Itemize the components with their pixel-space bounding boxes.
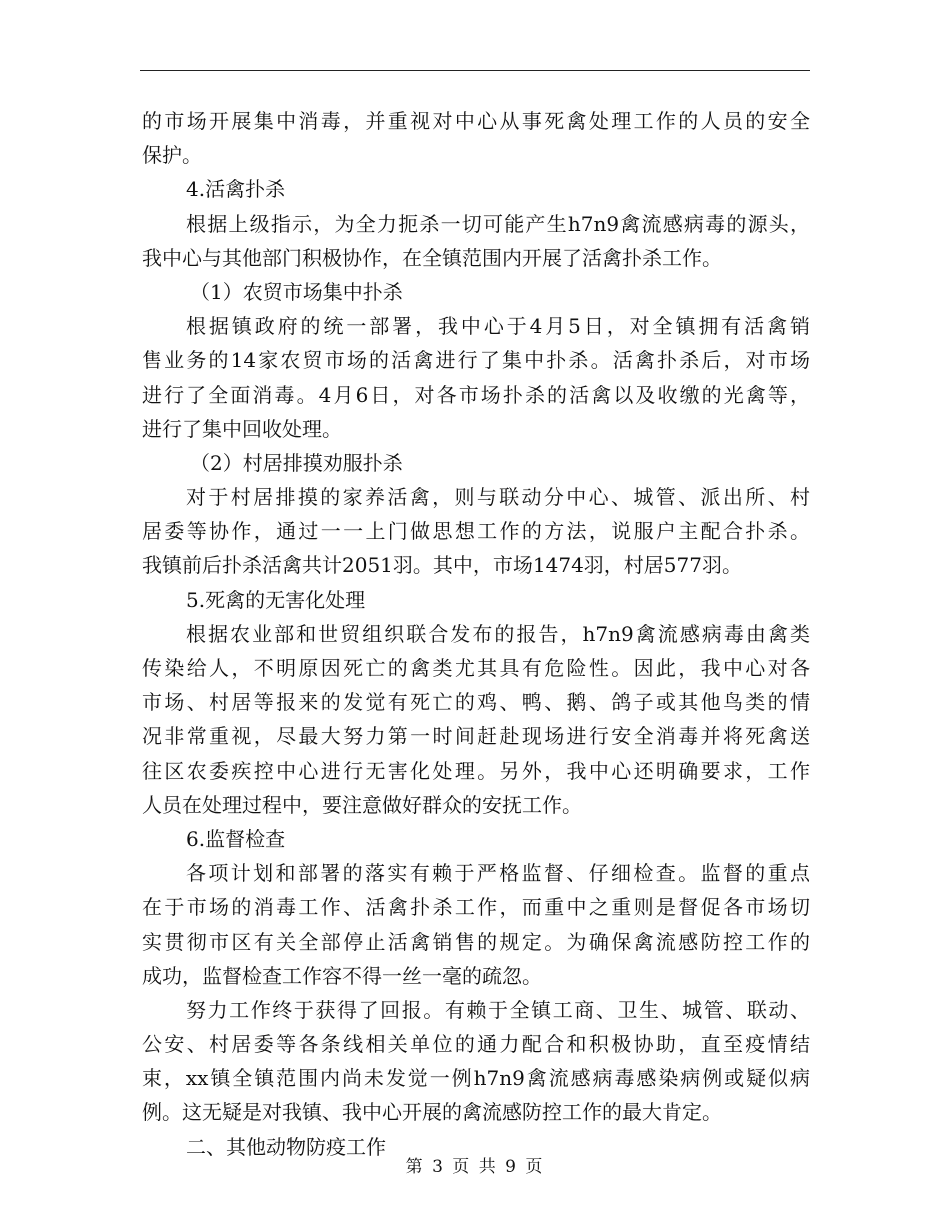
- text-line: 根据镇政府的统一部署，我中心于4月5日，对全镇拥有活禽销: [186, 314, 810, 339]
- text-line: （2）村居排摸劝服扑杀: [190, 450, 403, 475]
- page-footer: 第 3 页 共 9 页: [405, 1157, 545, 1177]
- document-body: [142, 104, 810, 1164]
- text-line: 二、其他动物防疫工作: [186, 1134, 386, 1159]
- text-line: 例。这无疑是对我镇、我中心开展的禽流感防控工作的最大肯定。: [142, 1100, 722, 1125]
- text-line: 5.死禽的无害化处理: [186, 587, 366, 612]
- text-line: 市场、村居等报来的发觉有死亡的鸡、鸭、鹅、鸽子或其他鸟类的情: [142, 690, 810, 715]
- text-line: 况非常重视，尽最大努力第一时间赶赴现场进行安全消毒并将死禽送: [142, 724, 810, 749]
- text-line: 努力工作终于获得了回报。有赖于全镇工商、卫生、城管、联动、: [186, 997, 810, 1022]
- text-line: 人员在处理过程中，要注意做好群众的安抚工作。: [142, 792, 582, 817]
- text-line: 束，xx镇全镇范围内尚未发觉一例h7n9禽流感病毒感染病例或疑似病: [142, 1066, 810, 1091]
- text-line: 实贯彻市区有关全部停止活禽销售的规定。为确保禽流感防控工作的: [142, 929, 810, 954]
- text-line: 成功，监督检查工作容不得一丝一毫的疏忽。: [142, 963, 542, 988]
- text-line: 售业务的14家农贸市场的活禽进行了集中扑杀。活禽扑杀后，对市场: [142, 348, 810, 373]
- text-line: 各项计划和部署的落实有赖于严格监督、仔细检查。监督的重点: [186, 861, 810, 886]
- text-line: （1）农贸市场集中扑杀: [190, 279, 403, 304]
- text-line: 的市场开展集中消毒，并重视对中心从事死禽处理工作的人员的安全: [142, 109, 810, 133]
- text-line: 4.活禽扑杀: [186, 177, 286, 202]
- text-line: 我中心与其他部门积极协作，在全镇范围内开展了活禽扑杀工作。: [142, 245, 722, 270]
- text-line: 公安、村居委等各条线相关单位的通力配合和积极协助，直至疫情结: [142, 1032, 810, 1057]
- text-line: 居委等协作，通过一一上门做思想工作的方法，说服户主配合扑杀。: [142, 519, 810, 544]
- text-line: 根据上级指示，为全力扼杀一切可能产生h7n9禽流感病毒的源头，: [186, 211, 810, 236]
- text-line: 传染给人，不明原因死亡的禽类尤其具有危险性。因此，我中心对各: [142, 656, 810, 680]
- text-line: 进行了全面消毒。4月6日，对各市场扑杀的活禽以及收缴的光禽等，: [142, 382, 810, 407]
- text-line: 对于村居排摸的家养活禽，则与联动分中心、城管、派出所、村: [186, 485, 810, 510]
- text-line: 根据农业部和世贸组织联合发布的报告，h7n9禽流感病毒由禽类: [186, 621, 810, 646]
- text-line: 进行了集中回收处理。: [142, 416, 342, 441]
- text-line: 往区农委疾控中心进行无害化处理。另外，我中心还明确要求，工作: [142, 758, 810, 783]
- header-rule: [140, 70, 810, 71]
- text-line: 6.监督检查: [186, 826, 286, 851]
- text-line: 在于市场的消毒工作、活禽扑杀工作，而重中之重则是督促各市场切: [142, 895, 810, 920]
- text-line: 我镇前后扑杀活禽共计2051羽。其中，市场1474羽，村居577羽。: [142, 553, 742, 578]
- text-line: 保护。: [142, 143, 202, 168]
